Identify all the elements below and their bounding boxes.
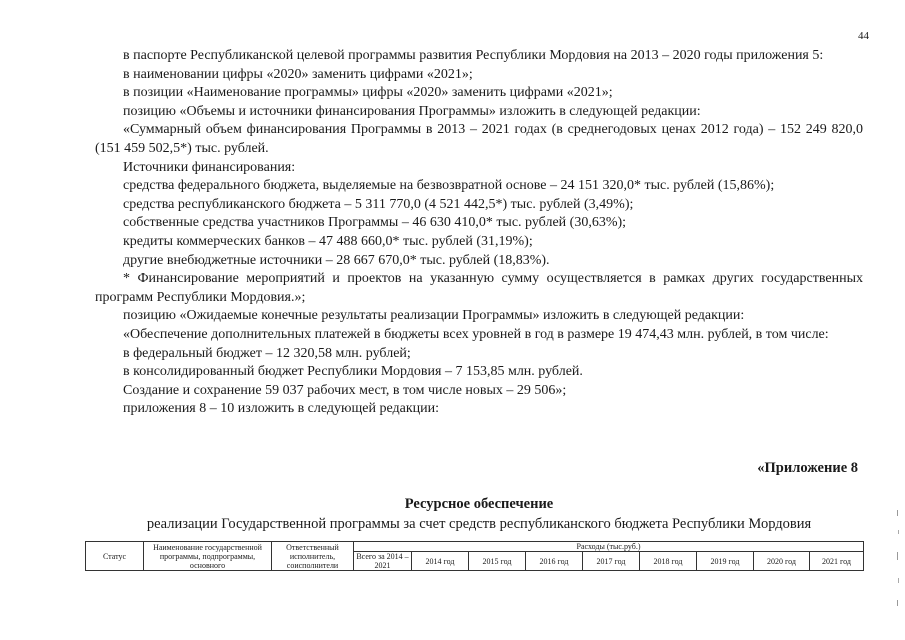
header-expenses-label: Расходы (тыс.руб.) bbox=[576, 542, 641, 551]
paragraph: средства республиканского бюджета – 5 311 770,0 (4 521 442,5*) тыс. рублей (3,49%); bbox=[123, 196, 634, 212]
footnote-paragraph: * Финансирование мероприятий и проектов на указанную сумму осуществляется в рамках других государственных программ Республики Мордовия.»; bbox=[95, 271, 863, 305]
header-year bbox=[412, 552, 469, 571]
header-year bbox=[754, 552, 810, 571]
header-expenses bbox=[354, 542, 864, 552]
paragraph: в федеральный бюджет – 12 320,58 млн. рублей; bbox=[123, 345, 411, 361]
header-year bbox=[526, 552, 583, 571]
paragraph: приложения 8 – 10 изложить в следующей редакции: bbox=[123, 401, 440, 417]
header-year-label: 2015 год bbox=[482, 556, 512, 566]
header-year-label: 2016 год bbox=[539, 556, 569, 566]
header-year bbox=[697, 552, 754, 571]
header-year-label: 2017 год bbox=[596, 556, 626, 566]
header-year-label: 2020 год bbox=[767, 556, 796, 566]
document-body bbox=[95, 47, 863, 419]
paragraph: другие внебюджетные источники – 28 667 670,0* тыс. рублей (18,83%). bbox=[123, 252, 550, 268]
header-year-label: 2018 год bbox=[653, 556, 683, 566]
header-year bbox=[640, 552, 697, 571]
header-year-label: 2014 год bbox=[425, 556, 455, 566]
paragraph: Источники финансирования: bbox=[123, 159, 296, 175]
paragraph: средства федерального бюджета, выделяемые на безвозвратной основе – 24 151 320,0* тыс. рублей (15,86%); bbox=[123, 178, 775, 194]
header-total bbox=[354, 552, 412, 571]
header-executor-label: Ответственный исполнитель, соисполнители bbox=[286, 543, 339, 569]
scan-margin-marks bbox=[895, 500, 901, 620]
paragraph: позицию «Ожидаемые конечные результаты реализации Программы» изложить в следующей редакции: bbox=[123, 308, 745, 324]
paragraph: в консолидированный бюджет Республики Мордовия – 7 153,85 млн. рублей. bbox=[123, 364, 583, 380]
paragraph: Создание и сохранение 59 037 рабочих мест, в том числе новых – 29 506»; bbox=[123, 382, 567, 398]
header-total-label: Всего за 2014 – 2021 bbox=[356, 552, 409, 570]
paragraph: «Суммарный объем финансирования Программы в 2013 – 2021 годах (в среднегодовых ценах 2012 года) – 152 249 820,0 (151 459 502,5*) тыс. рублей. bbox=[95, 122, 863, 156]
paragraph: позицию «Объемы и источники финансирования Программы» изложить в следующей редакции: bbox=[123, 103, 701, 119]
header-name-label: Наименование государственной программы, подпрограммы, основного bbox=[153, 543, 262, 569]
header-year bbox=[583, 552, 640, 571]
paragraph: в позиции «Наименование программы» цифры «2020» заменить цифрами «2021»; bbox=[123, 85, 613, 101]
table-subtitle: реализации Государственной программы за счет средств республиканского бюджета Республики Мордовия bbox=[146, 516, 812, 532]
paragraph: кредиты коммерческих банков – 47 488 660,0* тыс. рублей (31,19%); bbox=[123, 233, 533, 249]
paragraph: в наименовании цифры «2020» заменить цифрами «2021»; bbox=[123, 66, 473, 82]
table-title: Ресурсное обеспечение bbox=[404, 496, 554, 512]
header-name bbox=[144, 542, 272, 571]
header-year bbox=[810, 552, 864, 571]
appendix-label: «Приложение 8 bbox=[757, 460, 858, 476]
header-status-label: Статус bbox=[102, 551, 127, 561]
resource-table bbox=[85, 541, 864, 571]
header-year-label: 2021 год bbox=[822, 556, 851, 566]
paragraph: «Обеспечение дополнительных платежей в бюджеты всех уровней в год в размере 19 474,43 млн. рублей, в том числе: bbox=[123, 326, 829, 342]
paragraph: собственные средства участников Программы – 46 630 410,0* тыс. рублей (30,63%); bbox=[123, 215, 627, 231]
header-status bbox=[86, 542, 144, 571]
page-number: 44 bbox=[858, 30, 869, 42]
header-year-label: 2019 год bbox=[710, 556, 740, 566]
paragraph: в паспорте Республиканской целевой программы развития Республики Мордовия на 2013 – 2020 годы приложения 5: bbox=[123, 48, 824, 63]
header-executor bbox=[272, 542, 354, 571]
header-year bbox=[469, 552, 526, 571]
